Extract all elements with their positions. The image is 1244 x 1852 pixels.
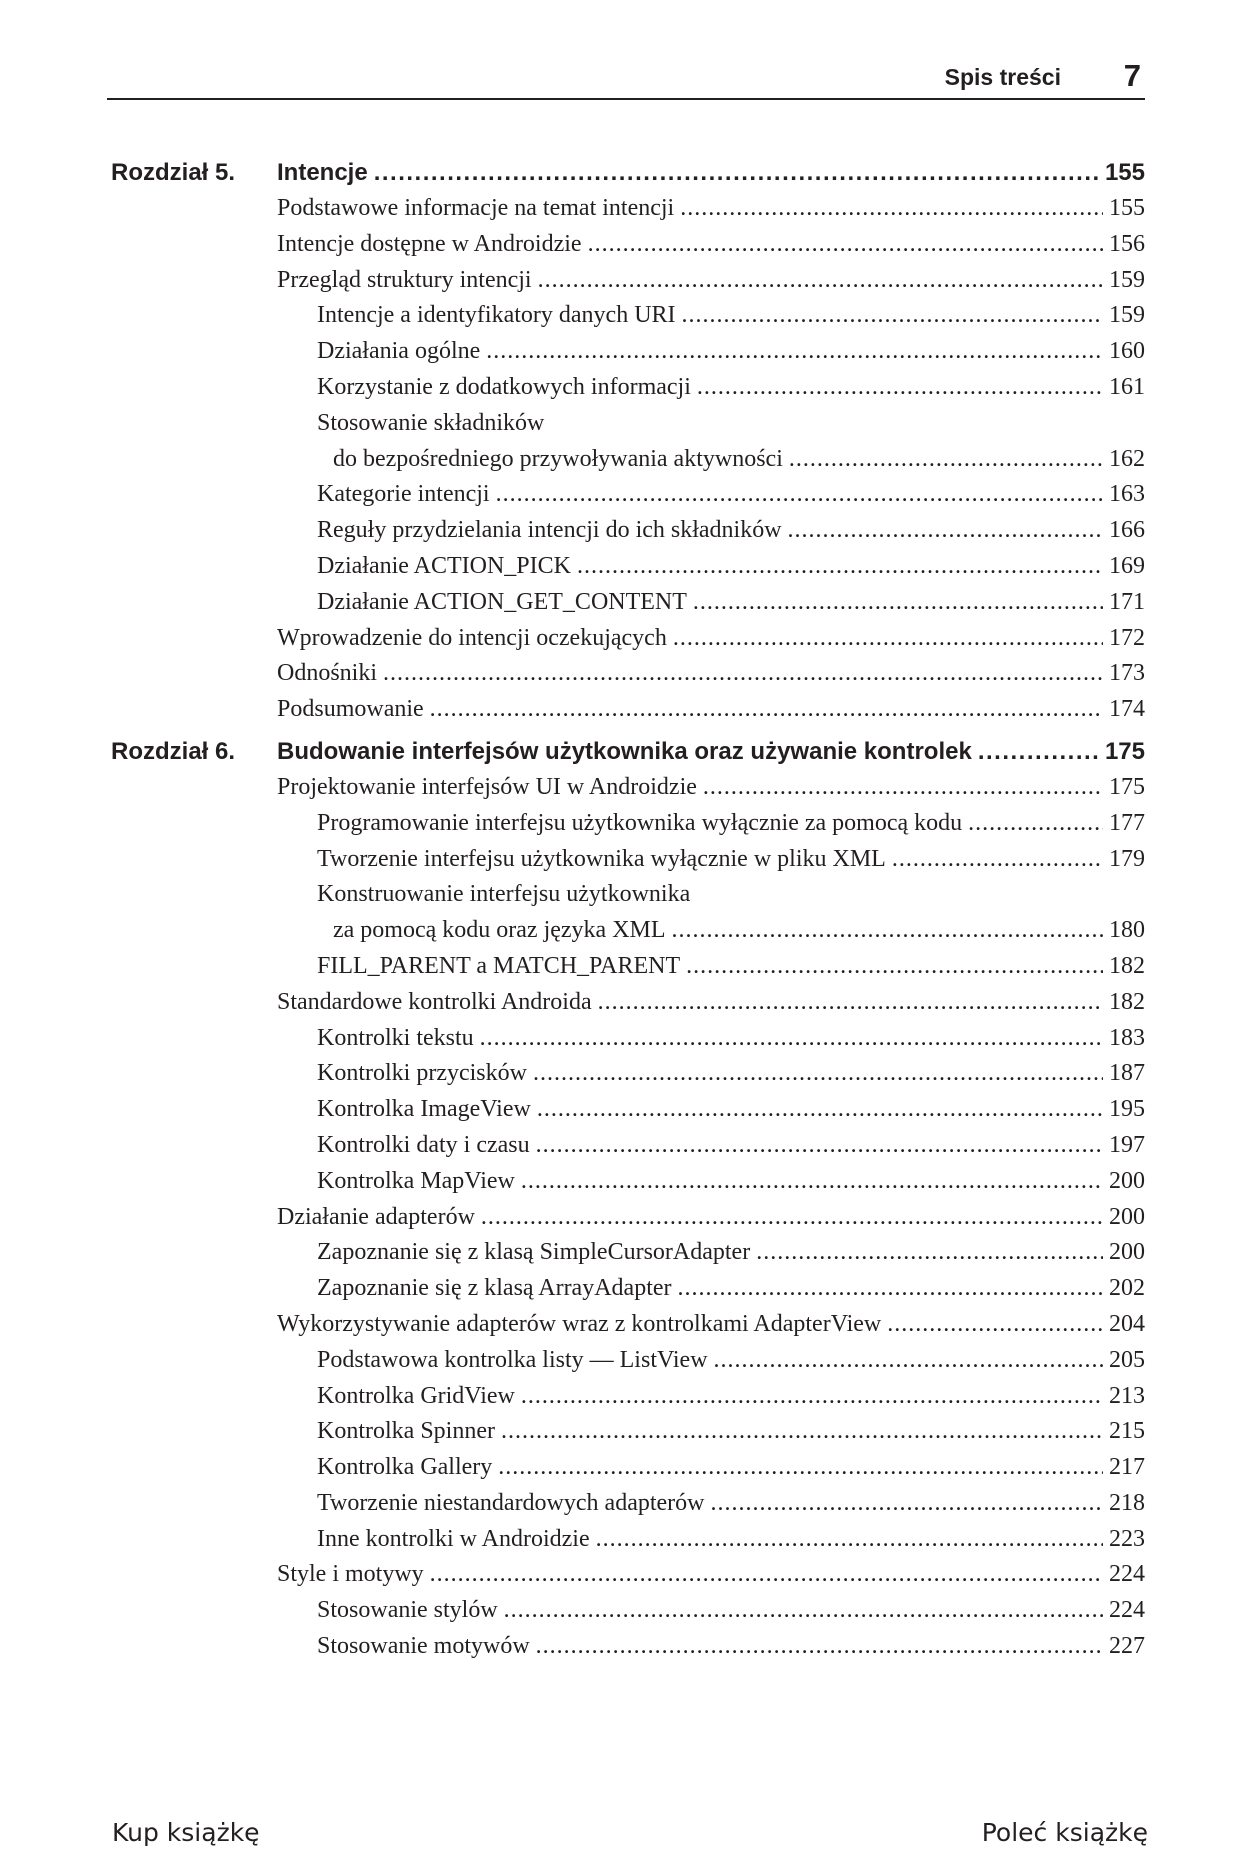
toc-entry-title: Działanie adapterów xyxy=(277,1203,475,1230)
toc-entry-title: Podsumowanie xyxy=(277,696,424,723)
toc-entry xyxy=(317,1629,1145,1665)
toc-entry-row xyxy=(317,1056,1145,1092)
chapter-page: 175 xyxy=(1104,737,1145,765)
toc-entry-title: Stosowanie stylów xyxy=(317,1597,498,1624)
dot-leader xyxy=(673,621,1103,657)
toc-entry-row xyxy=(317,842,1145,878)
toc-entry-title: do bezpośredniego przywoływania aktywności xyxy=(333,445,783,472)
toc-entry xyxy=(317,477,1145,513)
chapter-row xyxy=(277,155,1145,191)
toc-entry xyxy=(317,1414,1145,1450)
toc-entry-page: 200 xyxy=(1109,1239,1145,1266)
toc-entry-title: Kontrolki przycisków xyxy=(317,1060,527,1087)
toc-entry-title: Tworzenie niestandardowych adapterów xyxy=(317,1489,705,1516)
dot-leader xyxy=(486,334,1103,370)
toc-entry-title: Wprowadzenie do intencji oczekujących xyxy=(277,624,667,651)
dot-leader xyxy=(714,1343,1103,1379)
toc-entry-title: Podstawowa kontrolka listy — ListView xyxy=(317,1346,708,1373)
toc-entry-title: Kontrolki daty i czasu xyxy=(317,1131,530,1158)
toc-entry-page: 217 xyxy=(1109,1454,1145,1481)
toc-entry-page: 213 xyxy=(1109,1382,1145,1409)
dot-leader xyxy=(588,227,1103,263)
toc-entry xyxy=(317,1128,1145,1164)
toc-entry-row xyxy=(317,1343,1145,1379)
dot-leader xyxy=(703,770,1103,806)
toc-entry-row xyxy=(317,1522,1145,1558)
toc-entry-title: Standardowe kontrolki Androida xyxy=(277,988,592,1015)
toc-entry-page: 200 xyxy=(1109,1167,1145,1194)
buy-book-link[interactable]: Kup książkę xyxy=(112,1818,260,1847)
toc-entry xyxy=(317,1092,1145,1128)
dot-leader xyxy=(521,1164,1103,1200)
toc-entry xyxy=(317,806,1145,842)
toc-entry-page: 169 xyxy=(1109,552,1145,579)
toc-entry-title: Kontrolki tekstu xyxy=(317,1024,474,1051)
dot-leader xyxy=(533,1056,1103,1092)
toc-entry-page: 175 xyxy=(1109,773,1145,800)
dot-leader xyxy=(383,656,1103,692)
toc-entry-row xyxy=(277,227,1145,263)
toc-entry-row xyxy=(317,513,1145,549)
dot-leader xyxy=(430,1557,1103,1593)
toc-entry xyxy=(317,406,1145,442)
toc-entry xyxy=(317,370,1145,406)
dot-leader xyxy=(536,1629,1103,1665)
toc-entry-page: 166 xyxy=(1109,517,1145,544)
toc-entry-row xyxy=(333,913,1145,949)
toc-entry xyxy=(317,549,1145,585)
toc-entry-title: Projektowanie interfejsów UI w Androidzie xyxy=(277,773,697,800)
toc-entry-page: 205 xyxy=(1109,1346,1145,1373)
toc-entry xyxy=(317,1056,1145,1092)
dot-leader xyxy=(504,1593,1103,1629)
dot-leader xyxy=(498,1450,1103,1486)
toc-entry-title: Kontrolka ImageView xyxy=(317,1096,531,1123)
toc-entry-page: 177 xyxy=(1109,809,1145,836)
toc-entry-page: 215 xyxy=(1109,1418,1145,1445)
toc-entry-title: Stosowanie składników xyxy=(317,409,545,436)
toc-entry-page: 172 xyxy=(1109,624,1145,651)
toc-entry-title: Style i motywy xyxy=(277,1561,424,1588)
dot-leader xyxy=(598,985,1103,1021)
toc-entry xyxy=(277,692,1145,728)
dot-leader xyxy=(672,913,1103,949)
toc-entry-row xyxy=(317,1379,1145,1415)
page-footer xyxy=(112,1818,1148,1852)
page-header xyxy=(107,52,1145,100)
toc-entry xyxy=(277,263,1145,299)
dot-leader xyxy=(756,1235,1103,1271)
toc-entry xyxy=(277,1307,1145,1343)
toc-entry-row xyxy=(277,656,1145,692)
toc-entry-row xyxy=(317,477,1145,513)
toc-entry xyxy=(277,191,1145,227)
toc-entry xyxy=(317,513,1145,549)
toc-entry-row xyxy=(317,949,1145,985)
toc-entry-row xyxy=(277,1307,1145,1343)
recommend-book-link[interactable]: Poleć książkę xyxy=(981,1818,1148,1847)
toc-entry xyxy=(317,1343,1145,1379)
toc-entry xyxy=(317,585,1145,621)
toc-entry-continuation xyxy=(333,913,1145,949)
toc-entry-title: Działanie ACTION_PICK xyxy=(317,552,571,579)
toc-entry xyxy=(277,770,1145,806)
toc-entry-row xyxy=(317,585,1145,621)
toc-entry-page: 171 xyxy=(1109,588,1145,615)
toc-entry-title: Kontrolka MapView xyxy=(317,1167,515,1194)
chapter-heading xyxy=(107,155,1145,191)
toc-entry-title: Intencje dostępne w Androidzie xyxy=(277,230,582,257)
toc-entry-row xyxy=(317,1414,1145,1450)
toc-entry-row xyxy=(277,692,1145,728)
toc-entry xyxy=(277,1557,1145,1593)
toc-entry-title: FILL_PARENT a MATCH_PARENT xyxy=(317,952,681,979)
toc-entry-row xyxy=(317,1629,1145,1665)
dot-leader xyxy=(892,842,1103,878)
toc-entry-page: 179 xyxy=(1109,845,1145,872)
toc-entry-title: Kontrolka Spinner xyxy=(317,1418,495,1445)
toc-entry xyxy=(277,985,1145,1021)
dot-leader xyxy=(978,734,1099,770)
dot-leader xyxy=(577,549,1103,585)
dot-leader xyxy=(678,1271,1103,1307)
toc-entry-page: 183 xyxy=(1109,1024,1145,1051)
toc-entry-row xyxy=(317,1164,1145,1200)
toc-entry-title: za pomocą kodu oraz języka XML xyxy=(333,917,666,944)
toc-entry-title: Korzystanie z dodatkowych informacji xyxy=(317,373,691,400)
toc-entry-title: Zapoznanie się z klasą ArrayAdapter xyxy=(317,1275,672,1302)
toc-entry-title: Działania ogólne xyxy=(317,338,481,365)
toc-entry-row xyxy=(333,442,1145,478)
dot-leader xyxy=(537,1092,1103,1128)
toc-entry xyxy=(317,1164,1145,1200)
toc-entry-row xyxy=(317,1021,1145,1057)
toc-entry-page: 162 xyxy=(1109,445,1145,472)
toc-entry-page: 159 xyxy=(1109,266,1145,293)
toc-entry-title: Stosowanie motywów xyxy=(317,1633,530,1660)
toc-entry-title: Tworzenie interfejsu użytkownika wyłącznie w pliku XML xyxy=(317,845,886,872)
toc-entry-title: Podstawowe informacje na temat intencji xyxy=(277,195,675,221)
toc-entry-row xyxy=(277,621,1145,657)
toc-entry xyxy=(317,298,1145,334)
toc-entry-row xyxy=(317,1486,1145,1522)
toc-entry-page: 202 xyxy=(1109,1275,1145,1302)
dot-leader xyxy=(682,298,1103,334)
toc-entry-title: Konstruowanie interfejsu użytkownika xyxy=(317,881,691,908)
toc-entry xyxy=(317,1021,1145,1057)
toc-entry xyxy=(317,1450,1145,1486)
toc-entry-page: 159 xyxy=(1109,302,1145,329)
dot-leader xyxy=(430,692,1103,728)
dot-leader xyxy=(968,806,1103,842)
dot-leader xyxy=(536,1128,1103,1164)
toc-entry-page: 197 xyxy=(1109,1131,1145,1158)
toc-entry-page: 218 xyxy=(1109,1489,1145,1516)
toc-entry-title: Kategorie intencji xyxy=(317,481,490,508)
toc-entry-page: 187 xyxy=(1109,1060,1145,1087)
running-title: Spis treści xyxy=(944,64,1061,90)
toc-entry-row xyxy=(317,549,1145,585)
toc-entry-row xyxy=(277,985,1145,1021)
toc-entry-page: 204 xyxy=(1109,1310,1145,1337)
dot-leader xyxy=(711,1486,1104,1522)
toc-entry-page: 174 xyxy=(1109,696,1145,723)
dot-leader xyxy=(521,1379,1103,1415)
chapter-row xyxy=(277,734,1145,770)
toc-entry-page: 180 xyxy=(1109,917,1145,944)
chapter-heading xyxy=(107,734,1145,770)
toc-entry xyxy=(277,1200,1145,1236)
toc-entry xyxy=(317,949,1145,985)
toc-entry-page: 173 xyxy=(1109,660,1145,687)
toc-entry xyxy=(317,1235,1145,1271)
dot-leader xyxy=(538,263,1103,299)
toc-entry-row xyxy=(277,770,1145,806)
toc-entry-page: 182 xyxy=(1109,988,1145,1015)
toc-entry-row xyxy=(277,191,1145,227)
chapter-title: Intencje xyxy=(277,159,368,186)
dot-leader xyxy=(697,370,1103,406)
chapter-page: 155 xyxy=(1104,159,1145,186)
toc-entry-row xyxy=(317,1271,1145,1307)
toc-entry-row xyxy=(317,1450,1145,1486)
toc-entry-row xyxy=(277,263,1145,299)
toc-entry xyxy=(317,1379,1145,1415)
page-number: 7 xyxy=(1123,58,1141,93)
toc-entry xyxy=(277,227,1145,263)
dot-leader xyxy=(496,477,1103,513)
dot-leader xyxy=(686,949,1103,985)
toc-entry-row xyxy=(277,1200,1145,1236)
toc-entry-page: 224 xyxy=(1109,1561,1145,1588)
toc-entry-title: Wykorzystywanie adapterów wraz z kontrolkami AdapterView xyxy=(277,1310,882,1337)
toc-entry-page: 200 xyxy=(1109,1203,1145,1230)
toc-entry-page: 156 xyxy=(1109,230,1145,257)
toc-entry-row xyxy=(317,1092,1145,1128)
toc-entry-row xyxy=(317,1128,1145,1164)
toc-entry-title: Programowanie interfejsu użytkownika wyłącznie za pomocą kodu xyxy=(317,809,963,836)
dot-leader xyxy=(788,513,1103,549)
toc-entry-row xyxy=(277,1557,1145,1593)
toc-entry xyxy=(317,334,1145,370)
toc-entry xyxy=(317,877,1145,913)
toc-entry-row xyxy=(317,1235,1145,1271)
toc-entry-page: 160 xyxy=(1109,338,1145,365)
toc-entry-title: Przegląd struktury intencji xyxy=(277,266,532,293)
dot-leader xyxy=(693,585,1103,621)
chapter-label: Rozdział 6. xyxy=(111,737,236,765)
toc-entry-page: 182 xyxy=(1109,952,1145,979)
toc-entry-row xyxy=(317,806,1145,842)
toc-entry-page: 155 xyxy=(1109,195,1145,221)
toc-entry-title: Inne kontrolki w Androidzie xyxy=(317,1525,590,1552)
toc-entry-title: Działanie ACTION_GET_CONTENT xyxy=(317,588,687,615)
toc-entry-page: 227 xyxy=(1109,1633,1145,1660)
toc-entry-page: 224 xyxy=(1109,1597,1145,1624)
toc-entry xyxy=(277,656,1145,692)
toc-entry-page: 223 xyxy=(1109,1525,1145,1552)
toc-entry xyxy=(317,1271,1145,1307)
toc-entry-row xyxy=(317,1593,1145,1629)
toc-entry xyxy=(277,621,1145,657)
dot-leader xyxy=(480,1021,1103,1057)
table-of-contents xyxy=(107,155,1145,1665)
toc-entry-continuation xyxy=(333,442,1145,478)
toc-entry-title: Kontrolka GridView xyxy=(317,1382,515,1409)
toc-entry-row xyxy=(317,334,1145,370)
dot-leader xyxy=(680,191,1103,227)
toc-entry-page: 195 xyxy=(1109,1096,1145,1123)
dot-leader xyxy=(789,442,1103,478)
toc-entry-page: 163 xyxy=(1109,481,1145,508)
dot-leader xyxy=(596,1522,1103,1558)
toc-entry-page: 161 xyxy=(1109,373,1145,400)
dot-leader xyxy=(501,1414,1103,1450)
dot-leader xyxy=(374,155,1099,191)
chapter-title: Budowanie interfejsów użytkownika oraz używanie kontrolek xyxy=(277,737,972,765)
chapter-label: Rozdział 5. xyxy=(111,159,236,186)
toc-entry xyxy=(317,1486,1145,1522)
dot-leader xyxy=(481,1200,1103,1236)
dot-leader xyxy=(887,1307,1103,1343)
toc-entry xyxy=(317,842,1145,878)
toc-entry-title: Odnośniki xyxy=(277,660,378,687)
toc-entry-title: Intencje a identyfikatory danych URI xyxy=(317,302,676,329)
toc-entry-row xyxy=(317,370,1145,406)
toc-entry xyxy=(317,1522,1145,1558)
toc-entry-title: Kontrolka Gallery xyxy=(317,1454,493,1481)
toc-entry-title: Zapoznanie się z klasą SimpleCursorAdapter xyxy=(317,1239,751,1266)
toc-entry-title: Reguły przydzielania intencji do ich składników xyxy=(317,517,782,544)
toc-entry-row xyxy=(317,298,1145,334)
toc-entry xyxy=(317,1593,1145,1629)
